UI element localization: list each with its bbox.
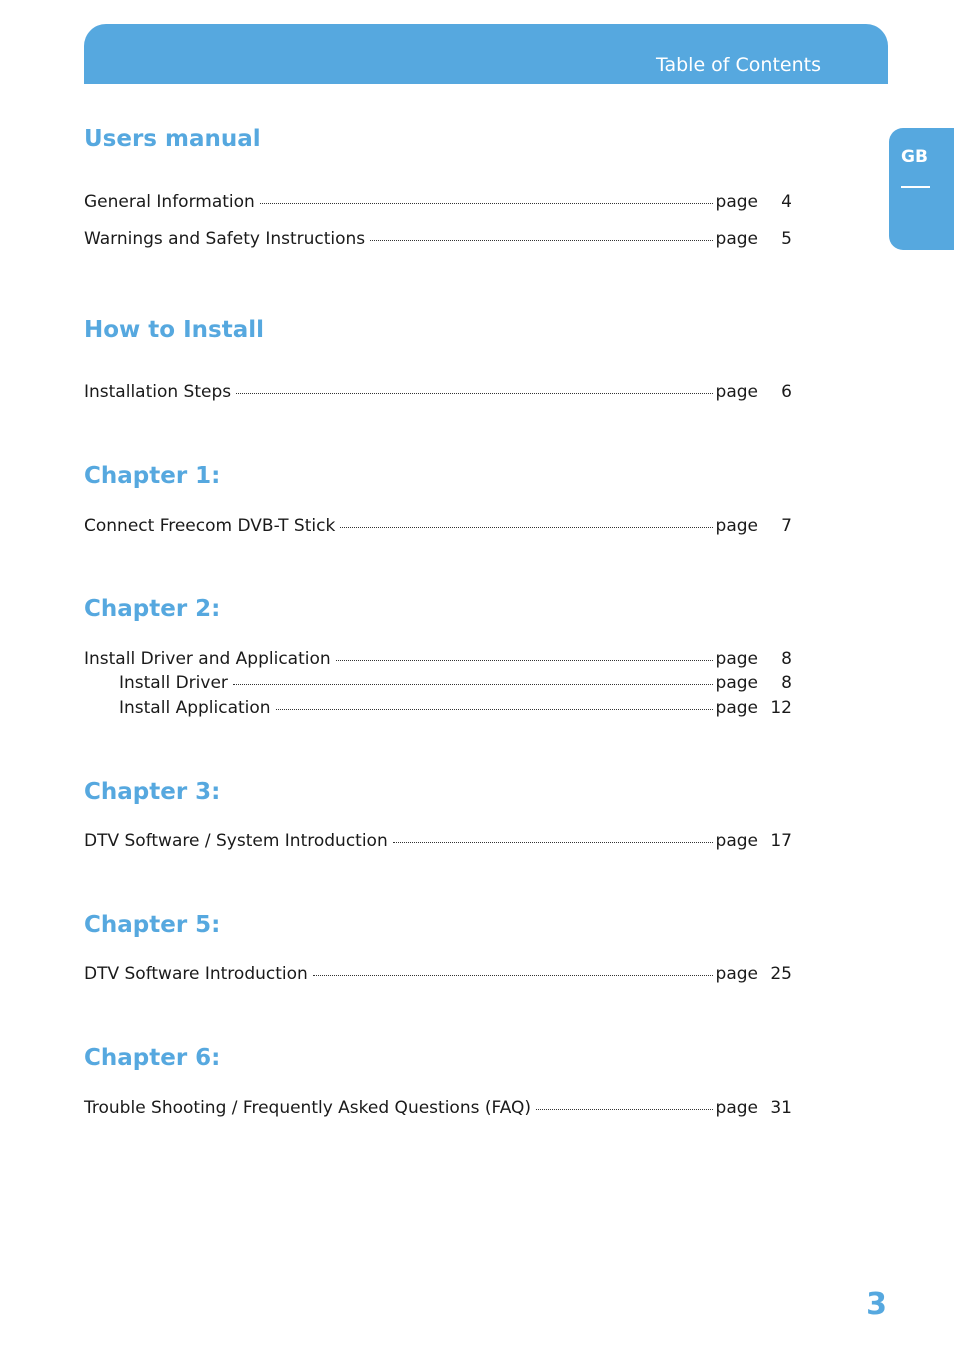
toc-page-word: page (715, 382, 758, 402)
section-title-how-to-install: How to Install (84, 317, 265, 343)
toc-entry-installation-steps[interactable] (84, 381, 792, 403)
toc-page-word: page (715, 698, 758, 718)
header-title: Table of Contents (656, 54, 821, 76)
toc-dot-leader (236, 393, 712, 394)
toc-entry-troubleshooting-faq[interactable] (84, 1097, 792, 1119)
language-tab-underline (901, 186, 930, 188)
toc-dot-leader (276, 709, 713, 710)
toc-dot-leader (336, 660, 713, 661)
toc-page-word: page (715, 964, 758, 984)
toc-entry-connect-stick[interactable] (84, 515, 792, 537)
toc-dot-leader (313, 975, 713, 976)
toc-page-word: page (715, 1098, 758, 1118)
toc-entry-install-driver[interactable] (119, 672, 792, 694)
section-title-chapter-1: Chapter 1: (84, 463, 221, 489)
header-bar (84, 24, 888, 84)
toc-entry-label: DTV Software Introduction (84, 964, 308, 984)
toc-page-word: page (715, 192, 758, 212)
toc-page-number: 12 (770, 698, 792, 718)
toc-entry-label: Trouble Shooting / Frequently Asked Questions (FAQ) (84, 1098, 532, 1118)
toc-entry-label: Installation Steps (84, 382, 232, 402)
toc-page-number: 8 (781, 673, 792, 693)
toc-entry-label: Connect Freecom DVB-T Stick (84, 516, 336, 536)
toc-entry-general-information[interactable] (84, 191, 792, 213)
toc-dot-leader (340, 527, 712, 528)
page-number: 3 (866, 1287, 887, 1322)
toc-entry-label: Install Application (119, 698, 271, 718)
toc-entry-label: Install Driver (119, 673, 228, 693)
toc-entry-label: DTV Software / System Introduction (84, 831, 388, 851)
section-title-chapter-5: Chapter 5: (84, 912, 221, 938)
toc-page-number: 25 (770, 964, 792, 984)
toc-page-number: 5 (781, 229, 792, 249)
toc-page-number: 31 (770, 1098, 792, 1118)
toc-page-word: page (715, 516, 758, 536)
toc-dot-leader (260, 203, 713, 204)
toc-page-word: page (715, 673, 758, 693)
toc-page-number: 4 (781, 192, 792, 212)
toc-entry-dtv-software-intro[interactable] (84, 963, 792, 985)
toc-page-number: 8 (781, 649, 792, 669)
toc-page-number: 7 (781, 516, 792, 536)
toc-dot-leader (233, 684, 713, 685)
toc-entry-label: General Information (84, 192, 255, 212)
toc-page-number: 6 (781, 382, 792, 402)
toc-entry-install-application[interactable] (119, 697, 792, 719)
section-title-chapter-6: Chapter 6: (84, 1045, 221, 1071)
section-title-users-manual: Users manual (84, 126, 261, 152)
toc-entry-warnings-safety[interactable] (84, 228, 792, 250)
language-tab-label: GB (901, 147, 928, 167)
toc-dot-leader (393, 842, 713, 843)
toc-page-word: page (715, 831, 758, 851)
toc-entry-label: Warnings and Safety Instructions (84, 229, 366, 249)
section-title-chapter-2: Chapter 2: (84, 596, 221, 622)
language-tab (889, 128, 954, 250)
toc-page-word: page (715, 649, 758, 669)
toc-entry-label: Install Driver and Application (84, 649, 331, 669)
toc-dot-leader (370, 240, 712, 241)
toc-entry-dtv-system-intro[interactable] (84, 830, 792, 852)
toc-page-number: 17 (770, 831, 792, 851)
section-title-chapter-3: Chapter 3: (84, 779, 221, 805)
toc-entry-install-driver-application[interactable] (84, 648, 792, 670)
toc-page-word: page (715, 229, 758, 249)
toc-dot-leader (536, 1109, 712, 1110)
